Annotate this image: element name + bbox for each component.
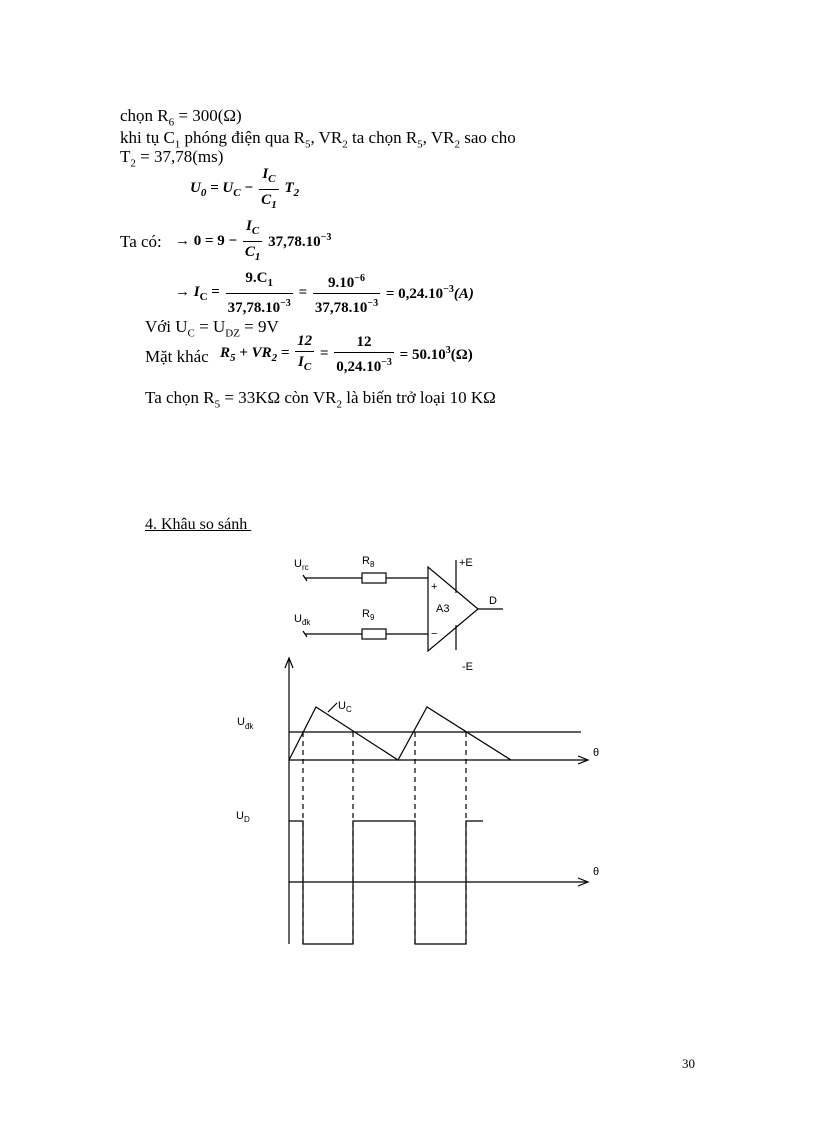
uc-pointer [328,703,337,712]
eq4-plus: + VR [235,344,272,361]
voi-end: = 9V [239,317,279,336]
eq3-unit: (A) [453,285,474,302]
eq4-eq: = [277,344,290,361]
text-line-2-s1: 1 [174,138,181,151]
ud-wave-label-main: U [236,810,244,822]
r9-label-main: R [362,608,370,620]
amp-label: A3 [436,603,450,615]
text-line-2-end: sao cho [459,128,516,147]
r9-resistor [362,629,386,639]
text-line-2-s4: 5 [417,138,423,151]
eq1-lhs-sub: 0 [200,187,207,199]
eq3-f2-den-exp: −3 [367,297,379,309]
text-line-3-a: T [120,147,131,166]
r8-resistor [362,573,386,583]
eq4-f1-num: 12 [295,331,314,352]
eq3-result-exp: −3 [443,283,454,295]
eq1-t: T [284,180,294,196]
text-line-2-m3: ta chọn R [347,128,418,147]
r9-label [362,608,375,622]
eq1-num: I [262,166,269,182]
theta-label-2: θ [593,866,600,878]
r8-label-sub: 8 [369,560,375,569]
udk-label [294,613,311,627]
eq2-num: I [246,218,252,234]
eq4-unit: (Ω) [450,346,473,363]
text-line-2-a: khi tụ C [120,128,175,147]
eq4-f2-den-exp: −3 [381,356,392,368]
eq3-f1-num: 9.C [245,270,268,286]
ta-chon-sub2: 2 [336,398,342,411]
udk-wave-label-sub: đk [244,722,254,731]
r8-label [362,555,375,569]
eq2-rest: 37,78.10 [268,234,321,250]
eq1-uc-sub: C [233,187,241,199]
eq4-f2-den: 0,24.10 [336,358,382,375]
eq2-exp: −3 [320,232,332,243]
eq3-lhs: → I [175,283,200,300]
voi-a: Với U [145,317,188,336]
mat-khac-label: Mặt khác [145,347,209,366]
eq2-lhs: → 0 = 9 − [175,233,238,249]
eq1-minus: − [240,180,254,196]
voi-sub1: C [187,327,195,340]
eq3-f1-den-exp: −3 [280,298,291,309]
minus-e-label: -E [462,661,473,673]
uc-wave-label [338,700,352,714]
text-line-2-s3: 2 [342,138,348,151]
eq4-f1-den: I [298,354,304,370]
uc-wave-label-sub: C [345,705,352,714]
output-label: D [489,595,497,607]
eq3-eq2: = [298,284,308,301]
urc-label-sub: rc [301,563,309,572]
ta-chon-end: là biến trở loại 10 KΩ [342,388,496,407]
text-line-1-sub: 6 [168,116,175,129]
text-line-2-m1: phóng điện qua R [180,128,305,147]
eq4-f1-den-sub: C [303,361,312,373]
theta-label-1: θ [593,747,600,759]
section-heading: 4. Khâu so sánh [145,516,252,533]
eq3-f2-den: 37,78.10 [314,299,368,316]
urc-label [294,558,309,572]
ta-chon-sub: 5 [214,398,221,411]
eq1-eq: = U [206,180,234,196]
eq2-num-sub: C [251,225,260,237]
ud-wave-label [236,810,250,824]
eq4-plus-sub: 2 [271,351,278,364]
eq4-result-exp: 3 [445,344,451,356]
text-line-2-s5: 2 [454,138,460,151]
uc-wave-label-main: U [338,700,346,712]
eq4-eq2: = [319,345,329,362]
eq4-lhs: R [220,344,231,361]
eq1-den-sub: 1 [271,199,277,211]
text-line-2-m2: , VR [310,128,343,147]
udk-label-main: U [294,613,302,625]
eq3-f2-num-exp: −6 [354,272,365,284]
ta-chon-a: Ta chọn R [145,388,215,407]
plus-input-label: + [431,581,438,593]
udk-wave-label-main: U [237,716,245,728]
page-number: 30 [682,1056,695,1071]
eq1-den: C [261,192,272,208]
eq2-den-sub: 1 [254,251,261,263]
ud-wave-label-sub: D [243,815,250,824]
text-line-2-m4: , VR [422,128,455,147]
text-line-2-s2: 5 [304,138,311,151]
ta-co-label: Ta có: [120,232,162,251]
eq3-f1-den: 37,78.10 [227,300,281,316]
r9-label-sub: 9 [369,613,375,622]
eq3-eq: = [207,283,220,300]
ta-chon-mid: = 33KΩ còn VR [220,388,337,407]
eq4-result: = 50.10 [399,346,446,363]
eq3-f1-num-sub: 1 [267,277,273,289]
text-line-1-a: chọn R [120,106,169,125]
eq4-f2-num: 12 [334,332,394,353]
eq3-f2-num: 9.10 [328,274,355,291]
udk-wave-label [237,716,254,731]
eq1-lhs: U [190,180,201,196]
text-line-3-rest: = 37,78(ms) [135,147,224,166]
eq3-result: = 0,24.10 [385,285,444,302]
eq1-num-sub: C [268,173,276,185]
plus-e-label: +E [459,557,473,569]
uc-sawtooth [289,707,511,760]
minus-input-label: − [431,628,438,640]
text-line-1-rest: = 300(Ω) [174,106,242,125]
eq2-den: C [244,244,255,260]
eq4-lhs-sub: 5 [230,351,236,364]
voi-sub2: DZ [225,327,240,340]
eq1-t-sub: 2 [293,187,300,199]
urc-label-main: U [294,558,302,570]
udk-label-sub: đk [301,618,311,627]
text-line-3-sub: 2 [130,157,136,170]
eq3-lhs-sub: C [199,290,208,303]
voi-mid: = U [194,317,226,336]
r8-label-main: R [362,555,370,567]
